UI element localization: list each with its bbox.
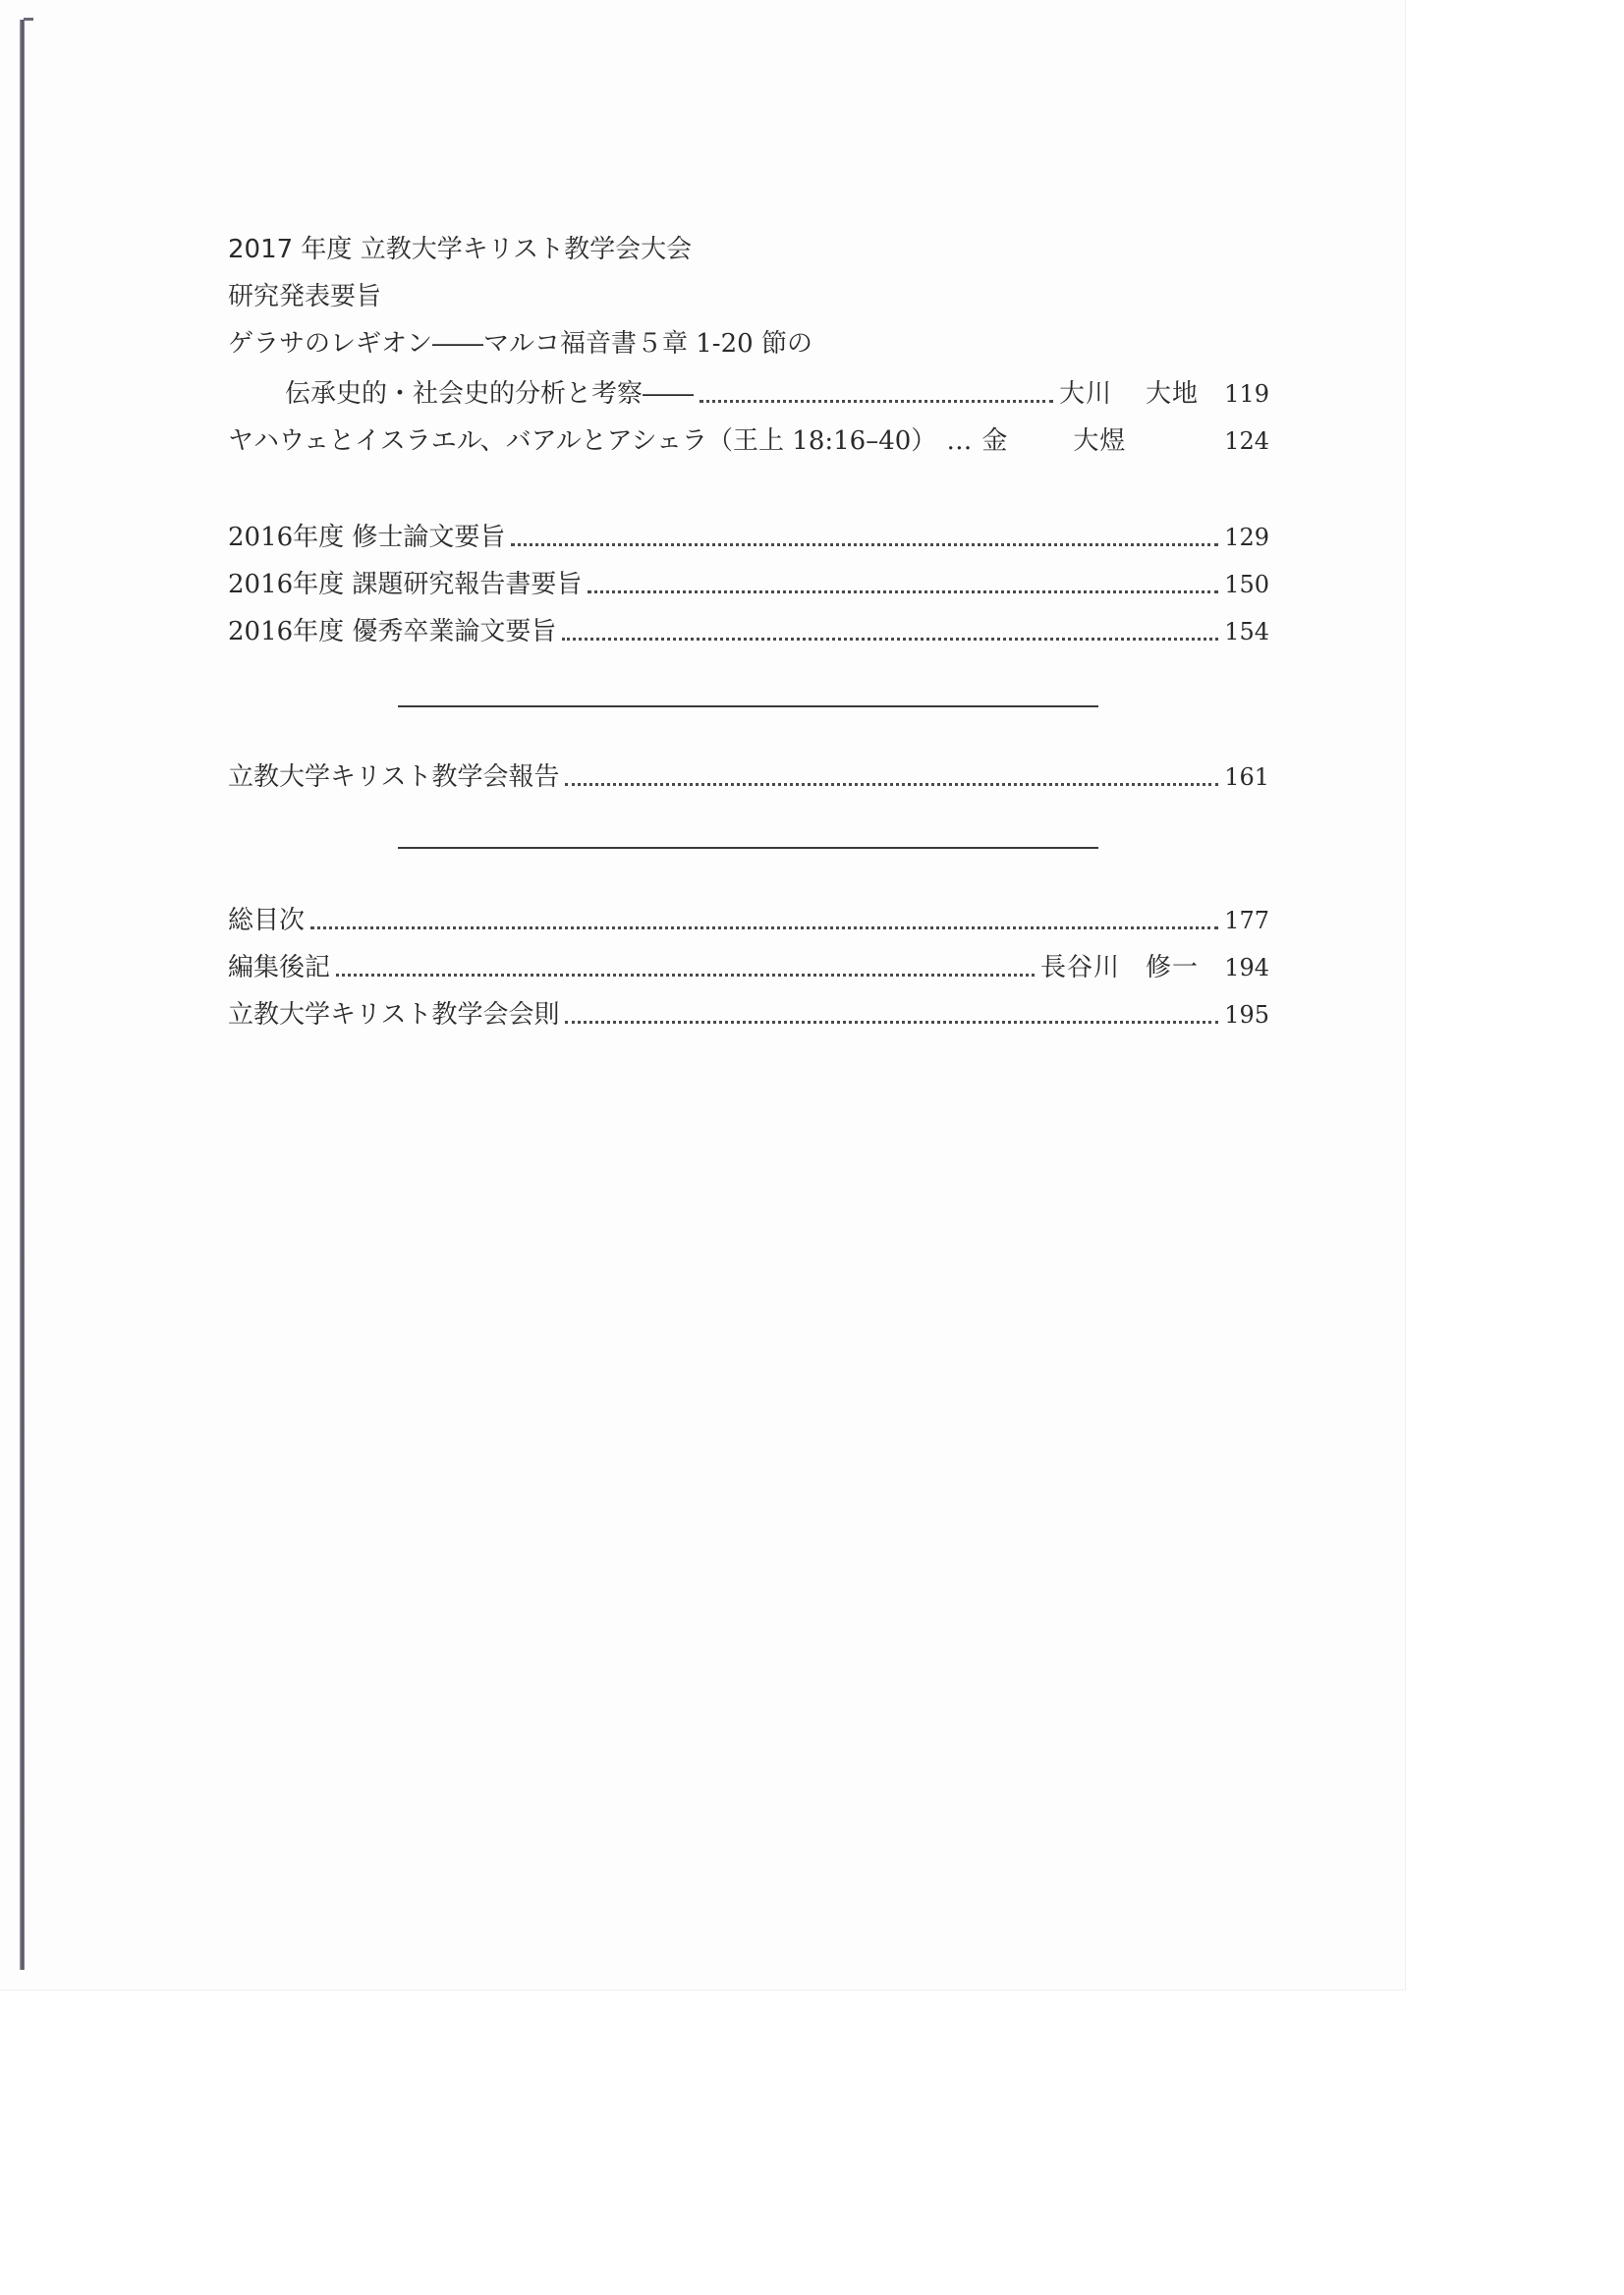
section-divider [398, 705, 1098, 707]
dot-leader [565, 777, 1218, 786]
dot-leader [562, 632, 1218, 641]
dot-leader [588, 585, 1218, 593]
dot-leader [336, 968, 1035, 977]
page-number: 124 [1224, 427, 1269, 455]
entry-title: 2016年度 修士論文要旨 [228, 523, 506, 552]
entry-author: 金 大煜 [981, 426, 1127, 456]
toc-entry-society-report[interactable] [228, 760, 1269, 794]
toc-entry-gerasa-line1 [228, 327, 1269, 361]
entry-author: 大川 大地 [1058, 379, 1199, 409]
entry-title: 編集後記 [228, 953, 331, 982]
toc-entry-gerasa-line2[interactable] [285, 377, 1269, 411]
toc-entry-society-bylaws[interactable] [228, 998, 1269, 1032]
research-abstracts-subheading: 研究発表要旨 [228, 282, 382, 311]
toc-entry-masters-abstracts[interactable] [228, 521, 1269, 554]
dot-leader [565, 1015, 1218, 1024]
entry-title-continued: 伝承史的・社会史的分析と考察―― [285, 379, 695, 409]
page-number: 129 [1224, 524, 1269, 551]
toc-entry-graduation-theses[interactable] [228, 615, 1269, 648]
entry-title: ヤハウェとイスラエル、バアルとアシェラ（王上 18:16–40） [228, 426, 937, 456]
entry-title: 立教大学キリスト教学会会則 [228, 1000, 560, 1030]
toc-entry-yahweh[interactable] [228, 424, 1269, 458]
conference-heading: 2017 年度 立教大学キリスト教学会大会 [228, 235, 693, 264]
toc-entry-editorial-afterword[interactable] [228, 951, 1269, 984]
page-number: 150 [1224, 571, 1269, 598]
entry-title: 立教大学キリスト教学会報告 [228, 762, 560, 792]
page-number: 177 [1224, 907, 1269, 934]
entry-title: 2016年度 課題研究報告書要旨 [228, 570, 583, 599]
toc-entry-general-index[interactable] [228, 904, 1269, 937]
section-divider [398, 847, 1098, 849]
page-number: 194 [1224, 954, 1269, 981]
dot-leader [700, 394, 1053, 403]
toc-entry-research-reports[interactable] [228, 568, 1269, 601]
page-number: 195 [1224, 1001, 1269, 1029]
entry-title: ゲラサのレギオン――マルコ福音書５章 1-20 節の [228, 329, 812, 359]
ellipsis-leader: … [946, 426, 975, 456]
page-number: 154 [1224, 618, 1269, 645]
dot-leader [511, 537, 1218, 546]
dot-leader [310, 921, 1218, 929]
entry-title: 総目次 [228, 906, 306, 935]
page-number: 161 [1224, 763, 1269, 791]
entry-title: 2016年度 優秀卒業論文要旨 [228, 617, 557, 646]
page-number: 119 [1224, 380, 1269, 408]
entry-author: 長谷川 修一 [1039, 953, 1199, 982]
